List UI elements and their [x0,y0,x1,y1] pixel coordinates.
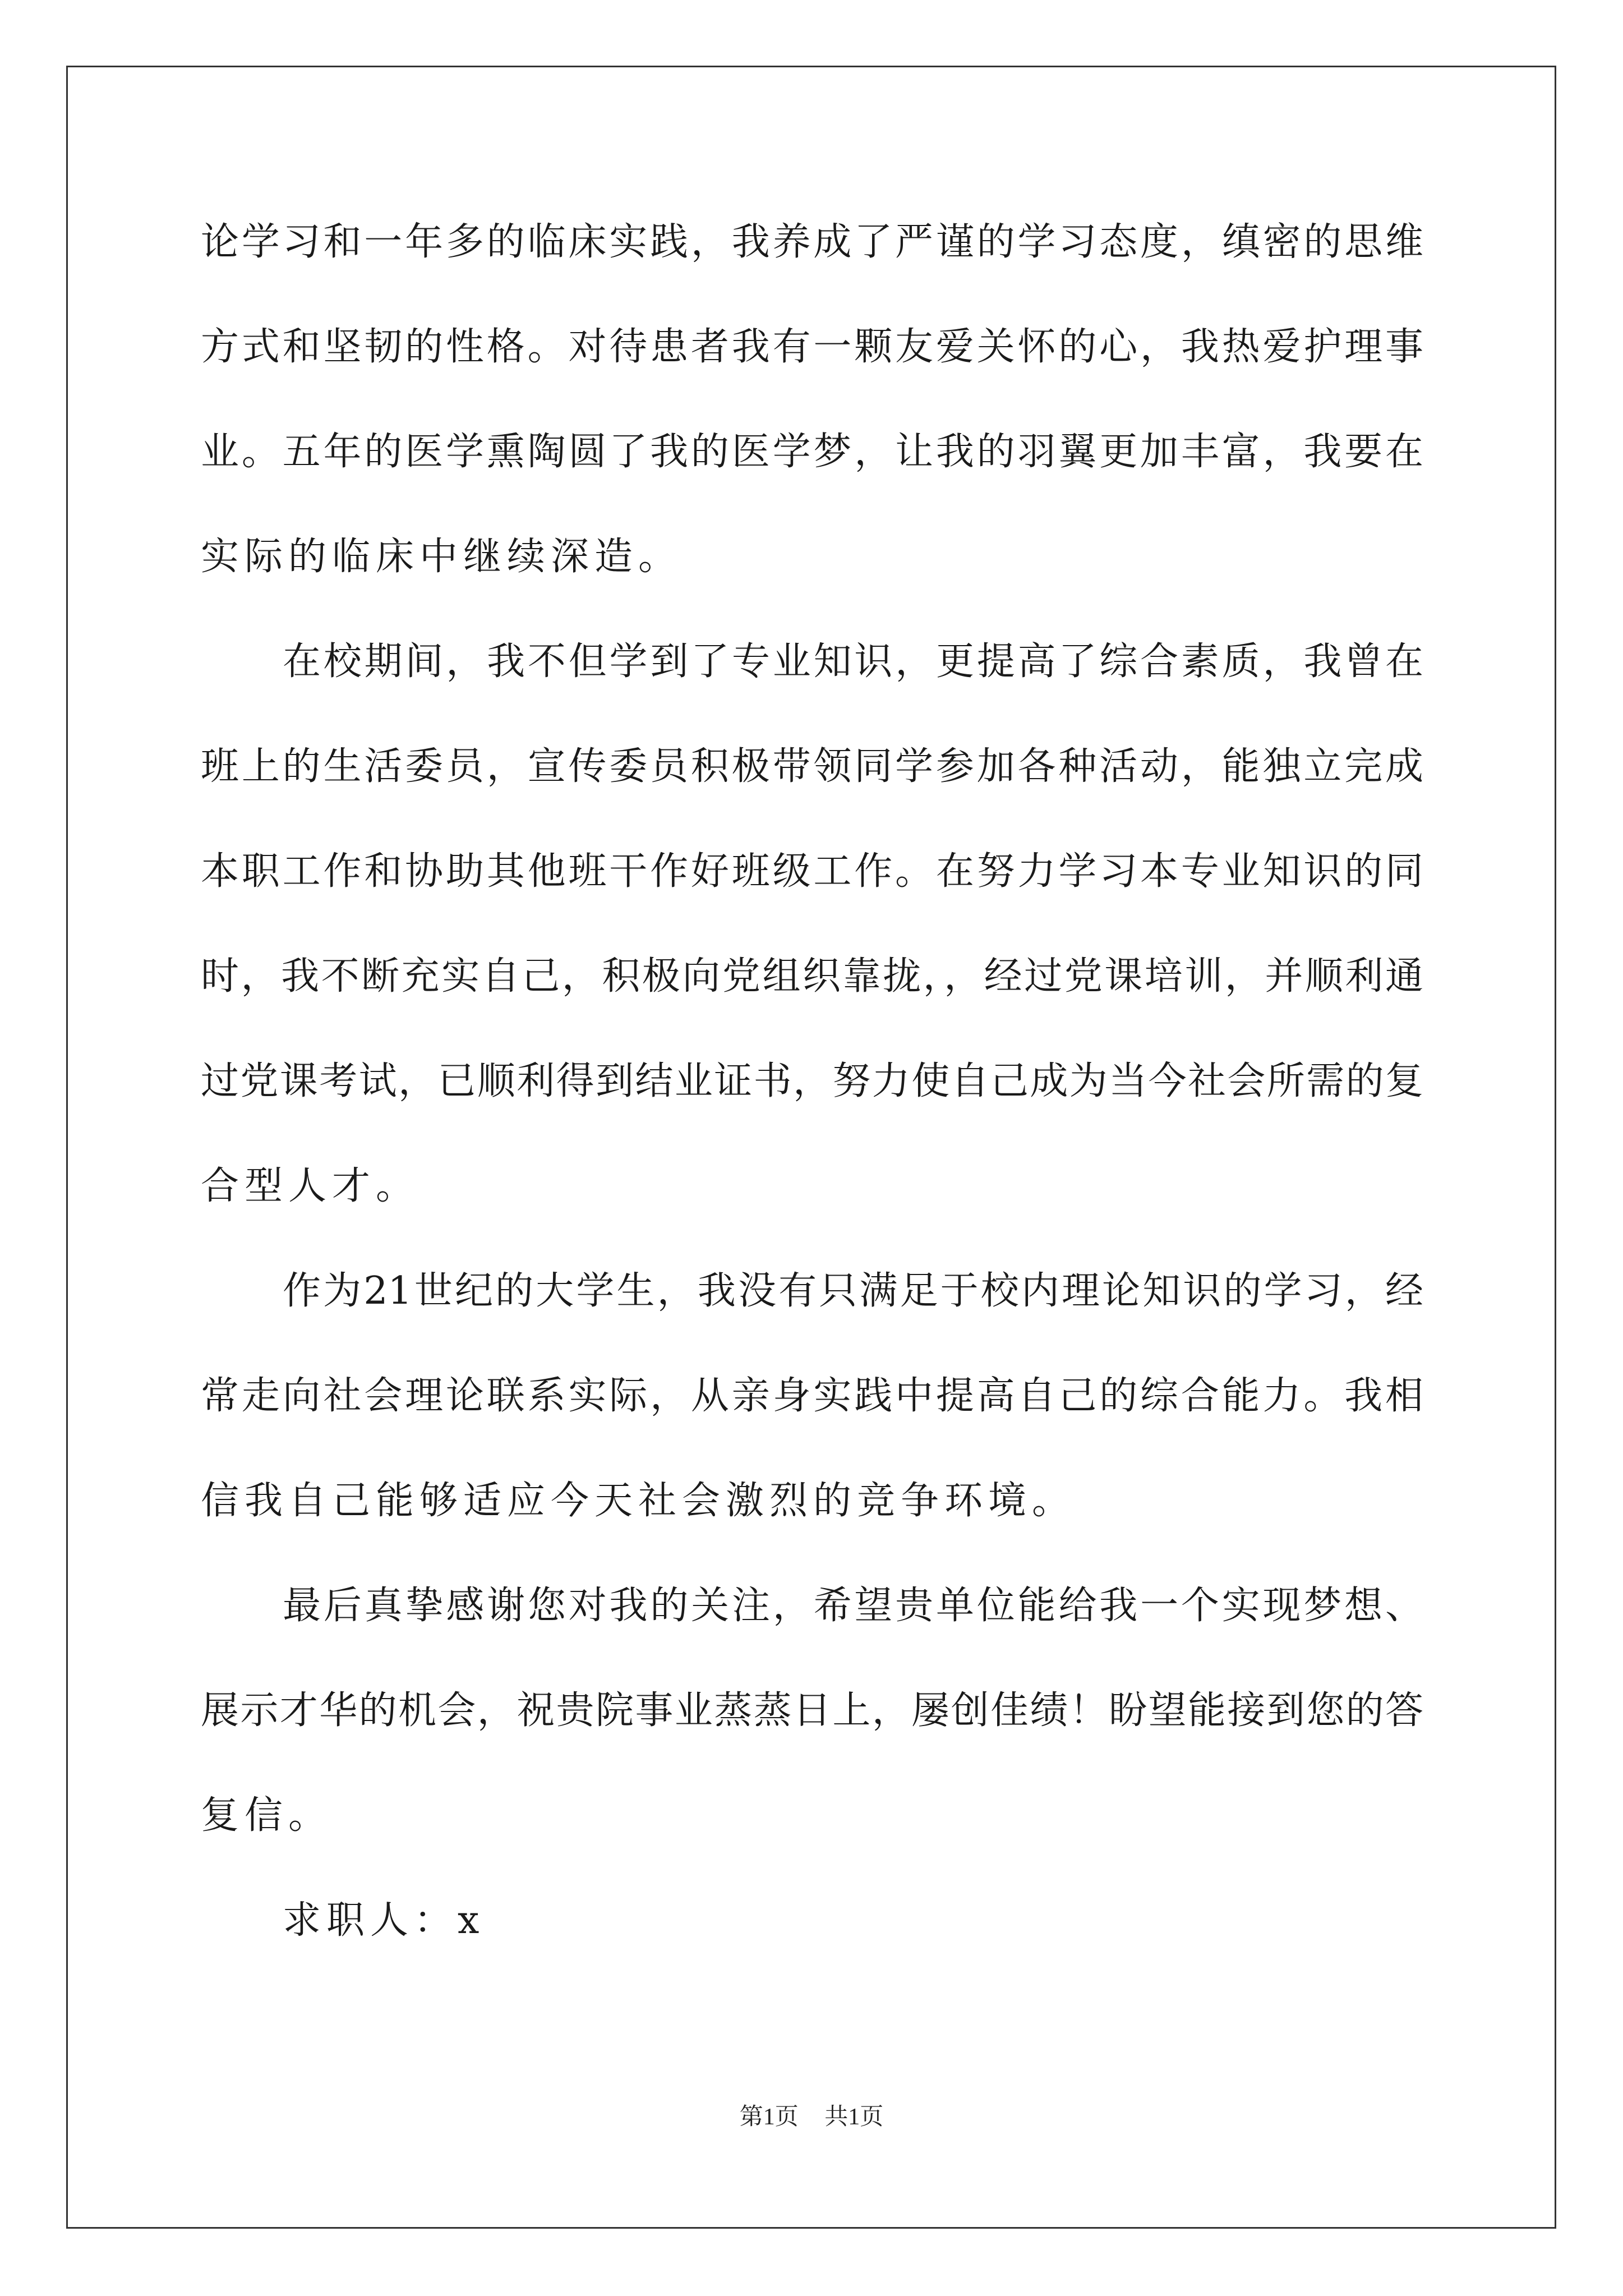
text-line: 本职工作和协助其他班干作好班级工作。在努力学习本专业知识的同 [201,849,1423,894]
text-line: 复信。 [201,1793,333,1838]
text-line: 最后真挚感谢您对我的关注，希望贵单位能给我一个实现梦想、 [283,1584,1423,1628]
page-number-current: 第1页 [739,2104,799,2130]
text-line: 实际的临床中继续深造。 [201,535,683,579]
text-line: 展示才华的机会，祝贵院事业蒸蒸日上，屡创佳绩！盼望能接到您的答 [201,1688,1423,1733]
text-line: 班上的生活委员，宣传委员积极带领同学参加各种活动，能独立完成 [201,744,1423,789]
text-line: 信我自己能够适应今天社会激烈的竞争环境。 [201,1479,1076,1523]
text-line: 作为21世纪的大学生，我没有只满足于校内理论知识的学习，经 [283,1269,1423,1313]
text-line: 过党课考试，已顺利得到结业证书，努力使自己成为当今社会所需的复 [201,1059,1423,1103]
text-line: 业。五年的医学熏陶圆了我的医学梦，让我的羽翼更加丰富，我要在 [201,430,1423,474]
page-number-total: 共1页 [824,2104,884,2130]
signature-line: 求职人：x [283,1898,485,1943]
text-line: 在校期间，我不但学到了专业知识，更提高了综合素质，我曾在 [283,639,1423,684]
page-footer [0,2098,1623,2132]
text-line: 时，我不断充实自己，积极向党组织靠拢，，经过党课培训，并顺利通 [201,954,1423,999]
text-line: 合型人才。 [201,1164,420,1208]
text-line: 论学习和一年多的临床实践，我养成了严谨的学习态度，缜密的思维 [201,220,1423,264]
text-line: 常走向社会理论联系实际，从亲身实践中提高自己的综合能力。我相 [201,1374,1423,1418]
text-line: 方式和坚韧的性格。对待患者我有一颗友爱关怀的心，我热爱护理事 [201,325,1423,369]
